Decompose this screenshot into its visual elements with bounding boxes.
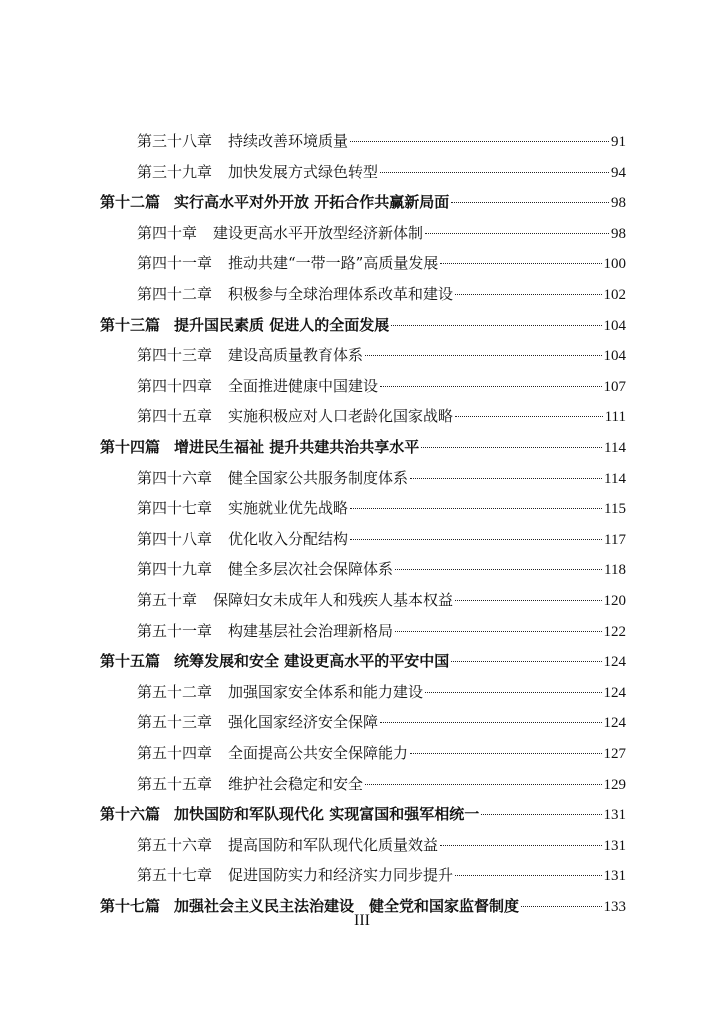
toc-chapter-entry[interactable]	[137, 860, 626, 890]
dot-leader	[395, 568, 602, 570]
toc-chapter-entry[interactable]	[137, 371, 626, 401]
toc-entry-title: 全面提高公共安全保障能力	[228, 744, 409, 762]
toc-chapter-entry[interactable]	[137, 493, 626, 523]
toc-chapter-entry[interactable]	[137, 585, 626, 615]
toc-chapter-entry[interactable]	[137, 554, 626, 584]
toc-entry-page-number: 131	[603, 807, 626, 824]
page-folio: III	[354, 912, 370, 929]
dot-leader	[425, 691, 601, 693]
toc-entry-page-number: 124	[603, 715, 626, 732]
toc-entry-title: 持续改善环境质量	[228, 132, 349, 150]
toc-entry-title: 实施就业优先战略	[228, 499, 349, 518]
dot-leader	[350, 507, 602, 509]
toc-entry-title: 强化国家经济安全保障	[228, 713, 379, 732]
toc-entry-number: 第五十七章	[137, 866, 213, 885]
toc-entry-title: 统筹发展和安全 建设更高水平的平安中国	[174, 652, 450, 671]
toc-entry-number: 第四十二章	[137, 285, 213, 303]
toc-entry-number: 第五十三章	[137, 713, 213, 732]
dot-leader	[380, 171, 609, 173]
toc-entry-title: 增进民生福祉 提升共建共治共享水平	[174, 438, 420, 456]
toc-entry-page-number: 131	[603, 868, 626, 885]
dot-leader	[455, 599, 601, 601]
toc-part-entry[interactable]	[100, 187, 626, 217]
toc-entry-page-number: 98	[611, 225, 626, 242]
dot-leader	[451, 201, 609, 203]
toc-entry-page-number: 133	[603, 899, 626, 915]
dot-leader	[410, 477, 602, 479]
dot-leader	[425, 232, 609, 234]
dot-leader	[451, 660, 601, 662]
toc-entry-page-number: 127	[603, 746, 626, 762]
toc-chapter-entry[interactable]	[137, 738, 626, 768]
dot-leader	[391, 324, 601, 326]
toc-entry-number: 第五十二章	[137, 682, 213, 701]
toc-entry-number: 第五十章	[137, 591, 198, 609]
toc-chapter-entry[interactable]	[137, 524, 626, 554]
toc-entry-page-number: 100	[603, 256, 626, 273]
toc-entry-page-number: 104	[603, 317, 626, 334]
toc-entry-title: 加强国家安全体系和能力建设	[228, 682, 424, 701]
toc-entry-number: 第五十一章	[137, 621, 213, 640]
toc-chapter-entry[interactable]	[137, 707, 626, 737]
dot-leader	[365, 783, 601, 785]
toc-part-entry[interactable]	[100, 799, 626, 829]
dot-leader	[350, 140, 609, 142]
toc-entry-title: 加快国防和军队现代化 实现富国和强军相统一	[174, 805, 480, 824]
dot-leader	[410, 752, 601, 754]
toc-entry-page-number: 129	[603, 776, 626, 793]
toc-chapter-entry[interactable]	[137, 248, 626, 278]
toc-entry-page-number: 114	[604, 440, 626, 456]
toc-chapter-entry[interactable]	[137, 218, 626, 248]
toc-entry-number: 第四十八章	[137, 529, 213, 548]
toc-entry-page-number: 104	[603, 348, 626, 365]
toc-entry-title: 建设更高水平开放型经济新体制	[213, 223, 424, 242]
toc-entry-page-number: 115	[604, 501, 626, 518]
toc-entry-number: 第四十五章	[137, 407, 213, 426]
toc-entry-number: 第十六篇	[100, 805, 161, 824]
toc-entry-title: 促进国防实力和经济实力同步提升	[228, 866, 454, 885]
toc-entry-title: 提升国民素质 促进人的全面发展	[174, 315, 390, 334]
dot-leader	[380, 721, 601, 723]
toc-entry-number: 第四十七章	[137, 499, 213, 518]
dot-leader	[440, 262, 601, 264]
toc-entry-title: 加强社会主义民主法治建设 健全党和国家监督制度	[174, 897, 520, 915]
toc-entry-number: 第十四篇	[100, 438, 161, 456]
toc-entry-page-number: 94	[611, 164, 626, 181]
dot-leader	[440, 844, 601, 846]
toc-entry-page-number: 111	[604, 409, 626, 426]
toc-chapter-entry[interactable]	[137, 279, 626, 309]
toc-entry-number: 第五十五章	[137, 774, 213, 793]
toc-entry-number: 第四十三章	[137, 346, 213, 365]
toc-chapter-entry[interactable]	[137, 463, 626, 493]
toc-part-entry[interactable]	[100, 310, 626, 340]
dot-leader	[365, 354, 601, 356]
toc-entry-title: 建设高质量教育体系	[228, 346, 364, 365]
toc-entry-page-number: 117	[604, 531, 626, 548]
toc-entry-page-number: 118	[604, 562, 626, 579]
toc-entry-page-number: 124	[603, 684, 626, 701]
toc-entry-page-number: 98	[611, 195, 626, 212]
toc-entry-title: 积极参与全球治理体系改革和建设	[228, 285, 454, 303]
toc-entry-number: 第三十八章	[137, 132, 213, 150]
toc-entry-number: 第十二篇	[100, 193, 161, 212]
toc-entry-title: 实行高水平对外开放 开拓合作共赢新局面	[174, 193, 450, 212]
toc-entry-number: 第十三篇	[100, 315, 161, 334]
toc-chapter-entry[interactable]	[137, 830, 626, 860]
dot-leader	[350, 538, 602, 540]
toc-entry-page-number: 124	[603, 654, 626, 671]
toc-chapter-entry[interactable]	[137, 340, 626, 370]
toc-entry-title: 实施积极应对人口老龄化国家战略	[228, 407, 454, 426]
dot-leader	[455, 415, 603, 417]
toc-entry-number: 第四十一章	[137, 254, 213, 273]
toc-part-entry[interactable]	[100, 432, 626, 462]
toc-entry-number: 第十七篇	[100, 897, 161, 915]
toc-entry-title: 推动共建“一带一路”高质量发展	[228, 254, 439, 273]
toc-entry-page-number: 120	[603, 593, 626, 609]
dot-leader	[521, 905, 601, 907]
toc-entry-title: 维护社会稳定和安全	[228, 774, 364, 793]
dot-leader	[481, 813, 601, 815]
toc-entry-number: 第十五篇	[100, 652, 161, 671]
dot-leader	[395, 630, 601, 632]
toc-entry-number: 第四十四章	[137, 376, 213, 395]
toc-entry-page-number: 102	[603, 287, 626, 303]
dot-leader	[380, 385, 601, 387]
toc-entry-page-number: 114	[604, 470, 626, 487]
toc-chapter-entry[interactable]	[137, 616, 626, 646]
toc-entry-title: 保障妇女未成年人和残疾人基本权益	[213, 591, 454, 609]
toc-entry-title: 健全国家公共服务制度体系	[228, 468, 409, 487]
toc-chapter-entry[interactable]	[137, 769, 626, 799]
toc-entry-number: 第四十九章	[137, 560, 213, 579]
toc-entry-page-number: 131	[603, 837, 626, 854]
toc-chapter-entry[interactable]	[137, 126, 626, 156]
toc-entry-title: 加快发展方式绿色转型	[228, 162, 379, 181]
toc-entry-title: 健全多层次社会保障体系	[228, 560, 394, 579]
toc-entry-title: 提高国防和军队现代化质量效益	[228, 835, 439, 854]
dot-leader	[455, 874, 601, 876]
toc-entry-page-number: 122	[603, 623, 626, 640]
toc-entry-title: 全面推进健康中国建设	[228, 376, 379, 395]
toc-part-entry[interactable]	[100, 646, 626, 676]
toc-entry-page-number: 107	[603, 378, 626, 395]
toc-chapter-entry[interactable]	[137, 677, 626, 707]
toc-entry-number: 第五十六章	[137, 835, 213, 854]
toc-entry-number: 第四十六章	[137, 468, 213, 487]
toc-chapter-entry[interactable]	[137, 401, 626, 431]
toc-chapter-entry[interactable]	[137, 157, 626, 187]
dot-leader	[455, 293, 601, 295]
toc-entry-number: 第四十章	[137, 223, 198, 242]
dot-leader	[421, 446, 602, 448]
toc-entry-number: 第三十九章	[137, 162, 213, 181]
toc-entry-title: 构建基层社会治理新格局	[228, 621, 394, 640]
toc-entry-page-number: 91	[611, 134, 626, 150]
toc-entry-number: 第五十四章	[137, 744, 213, 762]
toc-entry-title: 优化收入分配结构	[228, 529, 349, 548]
